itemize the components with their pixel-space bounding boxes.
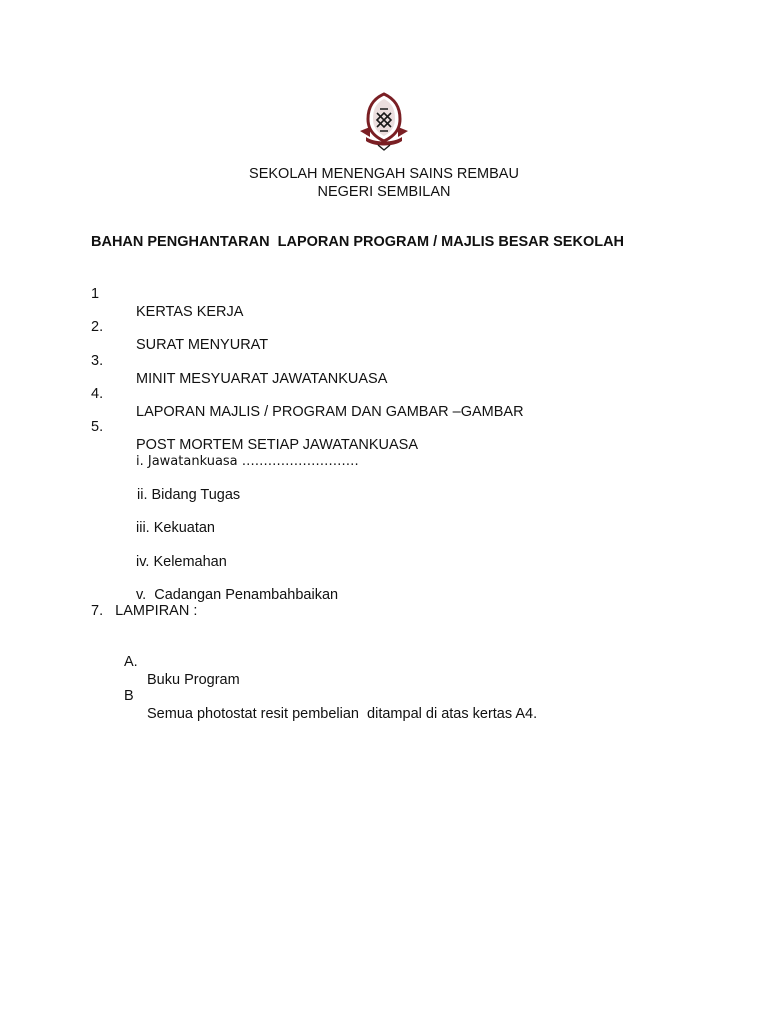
list-item-number: 3. xyxy=(91,353,104,369)
list-item-text: KERTAS KERJA xyxy=(136,304,244,320)
lampiran-label: 7. LAMPIRAN : xyxy=(91,603,198,619)
sub-list-item xyxy=(0,535,227,571)
lampiran-item-letter: B xyxy=(124,688,134,704)
list-item-text: SURAT MENYURAT xyxy=(136,337,269,353)
school-name-line1: SEKOLAH MENENGAH SAINS REMBAU xyxy=(249,166,519,182)
school-crest-logo xyxy=(356,91,412,151)
list-item-number: 1 xyxy=(91,286,100,302)
list-item-text: MINIT MESYUARAT JAWATANKUASA xyxy=(136,371,388,387)
school-name-line2: NEGERI SEMBILAN xyxy=(317,184,451,200)
sub-list-item-text: i. Jawatankuasa ……………………… xyxy=(136,454,359,469)
sub-list-item xyxy=(0,501,215,537)
list-item-number: 4. xyxy=(91,386,104,402)
sub-list-item-text: ii. Bidang Tugas xyxy=(137,487,241,503)
list-item-number: 5. xyxy=(91,419,104,435)
sub-list-item xyxy=(0,468,241,504)
lampiran-item-letter: A. xyxy=(124,654,138,670)
document-heading: BAHAN PENGHANTARAN LAPORAN PROGRAM / MAJLIS BESAR SEKOLAH xyxy=(91,234,625,250)
lampiran-item-text: Semua photostat resit pembelian ditampal di atas kertas A4. xyxy=(147,706,538,722)
sub-list-item xyxy=(0,568,339,604)
lampiran-item-text: Buku Program xyxy=(147,672,240,688)
sub-list-item-text: iii. Kekuatan xyxy=(136,520,215,536)
sub-list-item-text: v. Cadangan Penambahbaikan xyxy=(136,587,339,603)
list-item-number: 2. xyxy=(91,319,104,335)
list-item-text: POST MORTEM SETIAP JAWATANKUASA xyxy=(136,437,418,453)
list-item-text: LAPORAN MAJLIS / PROGRAM DAN GAMBAR –GAMBAR xyxy=(136,404,524,420)
sub-list-item-text: iv. Kelemahan xyxy=(136,554,227,570)
